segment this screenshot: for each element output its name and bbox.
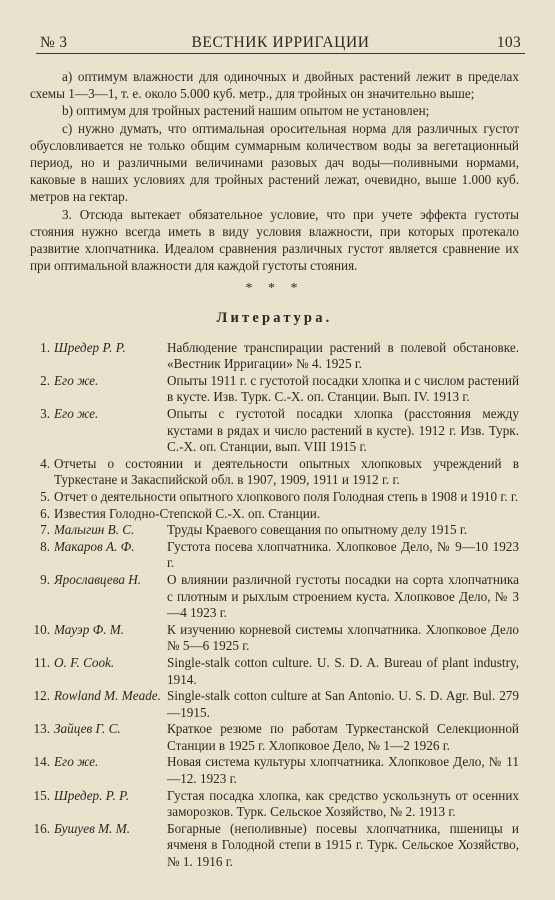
paragraph-a: а) оптимум влажности для одиночных и двойных растений лежит в пределах схемы 1—3—1, т. е. около 5.000 куб. метр., для тройных он значительно выше; xyxy=(30,69,519,102)
reference-author: Rowland M. Meade. xyxy=(54,688,161,704)
paragraph-conclusion: 3. Отсюда вытекает обязательное условие, что при учете эффекта густоты стояния нужно всегда иметь в виду условия влажности, при которых протекало развитие хлопчатника. Идеалом сравнения различных густот является сравнение их при оптимальной влажности для каждой густоты стояния. xyxy=(30,206,519,274)
reference-item: 16. Бушуев М. М. Богарные (неполивные) посевы хлопчатника, пшеницы и ячменя в Голодной степи в 1915 г. Турк. Сельское Хозяйство, № 1. 1916 г. xyxy=(33,820,519,870)
reference-item: 15. Шредер. Р. Р. Густая посадка хлопка, как средство ускользнуть от осенних заморозков. Турк. Сельское Хозяйство, № 2. 1913 г. xyxy=(33,787,519,820)
reference-author: Мауэр Ф. М. xyxy=(54,621,125,637)
reference-item: 8. Макаров А. Ф. Густота посева хлопчатника. Хлопковое Дело, № 9—10 1923 г. xyxy=(40,538,519,571)
reference-text: Опыты с густотой посадки хлопка (расстояния между кустами в рядах и число растений в кусте). 1912 г. Изв. Турк. С.-Х. оп. Станции, вып. VIII 1915 г. xyxy=(167,406,519,455)
reference-item: 3. Его же. Опыты с густотой посадки хлопка (расстояния между кустами в рядах и число растений в кусте). 1912 г. Изв. Турк. С.-Х. оп. Станции, вып. VIII 1915 г. xyxy=(40,406,519,455)
section-separator: * * * xyxy=(245,281,304,297)
reference-item: 4. Отчеты о состоянии и деятельности опытных хлопковых учреждений в Туркестане и Закаспийской обл. в 1907, 1909, 1911 и 1912 г. г. xyxy=(40,455,519,488)
reference-author: Макаров А. Ф. xyxy=(54,538,135,554)
reference-text: Опыты 1911 г. с густотой посадки хлопка и с числом растений в кусте. Изв. Турк. С.-Х. оп. Станции. Вып. IV. 1913 г. xyxy=(167,372,519,405)
reference-author: Зайцев Г. С. xyxy=(54,721,121,737)
reference-author: Его же. xyxy=(54,754,99,770)
header-rule xyxy=(36,53,525,54)
reference-item: 14. Его же. Новая система культуры хлопчатника. Хлопковое Дело, № 11—12. 1923 г. xyxy=(33,754,519,787)
literature-heading: Литература. xyxy=(216,310,333,327)
reference-text: Богарные (неполивные) посевы хлопчатника, пшеницы и ячменя в Голодной степи в 1915 г. Турк. Сельское Хозяйство, № 1. 1916 г. xyxy=(167,820,519,870)
reference-text: О влиянии различной густоты посадки на сорта хлопчатника с плотным и рыхлым строением куста. Хлопковое Дело, № 3—4 1923 г. xyxy=(167,571,519,621)
journal-title: ВЕСТНИК ИРРИГАЦИИ xyxy=(191,34,370,51)
reference-text: Густота посева хлопчатника. Хлопковое Дело, № 9—10 1923 г. xyxy=(167,538,519,571)
reference-text: Single-stalk cotton culture. U. S. D. A. Bureau of plant industry, 1914. xyxy=(167,654,519,687)
reference-author: Бушуев М. М. xyxy=(54,820,131,836)
reference-text: Густая посадка хлопка, как средство ускользнуть от осенних заморозков. Турк. Сельское Хозяйство, № 2. 1913 г. xyxy=(167,787,519,820)
reference-item: 10. Мауэр Ф. М. К изучению корневой системы хлопчатника. Хлопковое Дело № 5—6 1925 г. xyxy=(33,621,519,654)
reference-text: Новая система культуры хлопчатника. Хлопковое Дело, № 11—12. 1923 г. xyxy=(167,754,519,787)
reference-item: 9. Ярославцева Н. О влиянии различной густоты посадки на сорта хлопчатника с плотным и рыхлым строением куста. Хлопковое Дело, № 3—4 1923 г. xyxy=(40,571,519,621)
issue-number: № 3 xyxy=(40,34,68,51)
reference-text: Краткое резюме по работам Туркестанской Селекционной Станции в 1925 г. Хлопковое Дело, № 1—2 1926 г. xyxy=(167,721,519,753)
reference-text: Труды Краевого совещания по опытному делу 1915 г. xyxy=(167,522,468,538)
reference-item: 13. Зайцев Г. С. Краткое резюме по работам Туркестанской Селекционной Станции в 1925 г. Хлопковое Дело, № 1—2 1926 г. xyxy=(33,721,519,753)
reference-item: 11. O. F. Cook. Single-stalk cotton culture. U. S. D. A. Bureau of plant industry, 1914. xyxy=(34,654,519,687)
reference-text: Отчеты о состоянии и деятельности опытных хлопковых учреждений в Туркестане и Закаспийской обл. в 1907, 1909, 1911 и 1912 г. г. xyxy=(54,455,519,488)
reference-author: Ярославцева Н. xyxy=(54,571,142,587)
reference-list xyxy=(30,340,519,871)
reference-text: Отчет о деятельности опытного хлопкового поля Голодная степь в 1908 и 1910 г. г. xyxy=(54,488,519,504)
reference-text: Single-stalk cotton culture at San Antonio. U. S. D. Agr. Bul. 279—1915. xyxy=(167,688,519,720)
reference-author: Его же. xyxy=(54,406,99,422)
reference-item: 5. Отчет о деятельности опытного хлопкового поля Голодная степь в 1908 и 1910 г. г. xyxy=(40,488,519,504)
reference-author: Шредер. Р. Р. xyxy=(54,787,130,803)
running-header xyxy=(40,30,521,54)
reference-item: 1. Шредер Р. Р. Наблюдение транспирации растений в полевой обстановке. «Вестник Ирригации» № 4. 1925 г. xyxy=(40,339,519,372)
reference-author: Его же. xyxy=(54,372,99,388)
paragraph-b: b) оптимум для тройных растений нашим опытом не установлен; xyxy=(62,103,430,119)
reference-author: Шредер Р. Р. xyxy=(54,339,126,355)
reference-item: 6. Известия Голодно-Степской С.-Х. оп. Станции. xyxy=(30,506,519,523)
reference-item: 2. Его же. Опыты 1911 г. с густотой посадки хлопка и с числом растений в кусте. Изв. Турк. С.-Х. оп. Станции. Вып. IV. 1913 г. xyxy=(40,372,519,405)
reference-text: К изучению корневой системы хлопчатника. Хлопковое Дело № 5—6 1925 г. xyxy=(167,621,519,654)
reference-text: Известия Голодно-Степской С.-Х. оп. Станции. xyxy=(54,505,321,521)
reference-text: Наблюдение транспирации растений в полевой обстановке. «Вестник Ирригации» № 4. 1925 г. xyxy=(167,339,519,372)
page-number: 103 xyxy=(496,34,521,51)
paragraph-c: c) нужно думать, что оптимальная оросительная норма для различных густот обусловливается не только общим суммарным количеством воды за вегетационный период, но и различными величинами разовых дач воды—поливными нормами, каковые в наших условиях для тройных растений лежат, очевидно, выше 1.000 куб. метров на гектар. xyxy=(30,120,519,205)
reference-author: O. F. Cook. xyxy=(54,654,115,670)
reference-item: 7. Малыгин В. С. Труды Краевого совещания по опытному делу 1915 г. xyxy=(30,522,519,539)
reference-item: 12. Rowland M. Meade. Single-stalk cotton culture at San Antonio. U. S. D. Agr. Bul. 279—1915. xyxy=(33,688,519,720)
reference-author: Малыгин В. С. xyxy=(54,522,135,538)
article-body xyxy=(30,68,519,871)
